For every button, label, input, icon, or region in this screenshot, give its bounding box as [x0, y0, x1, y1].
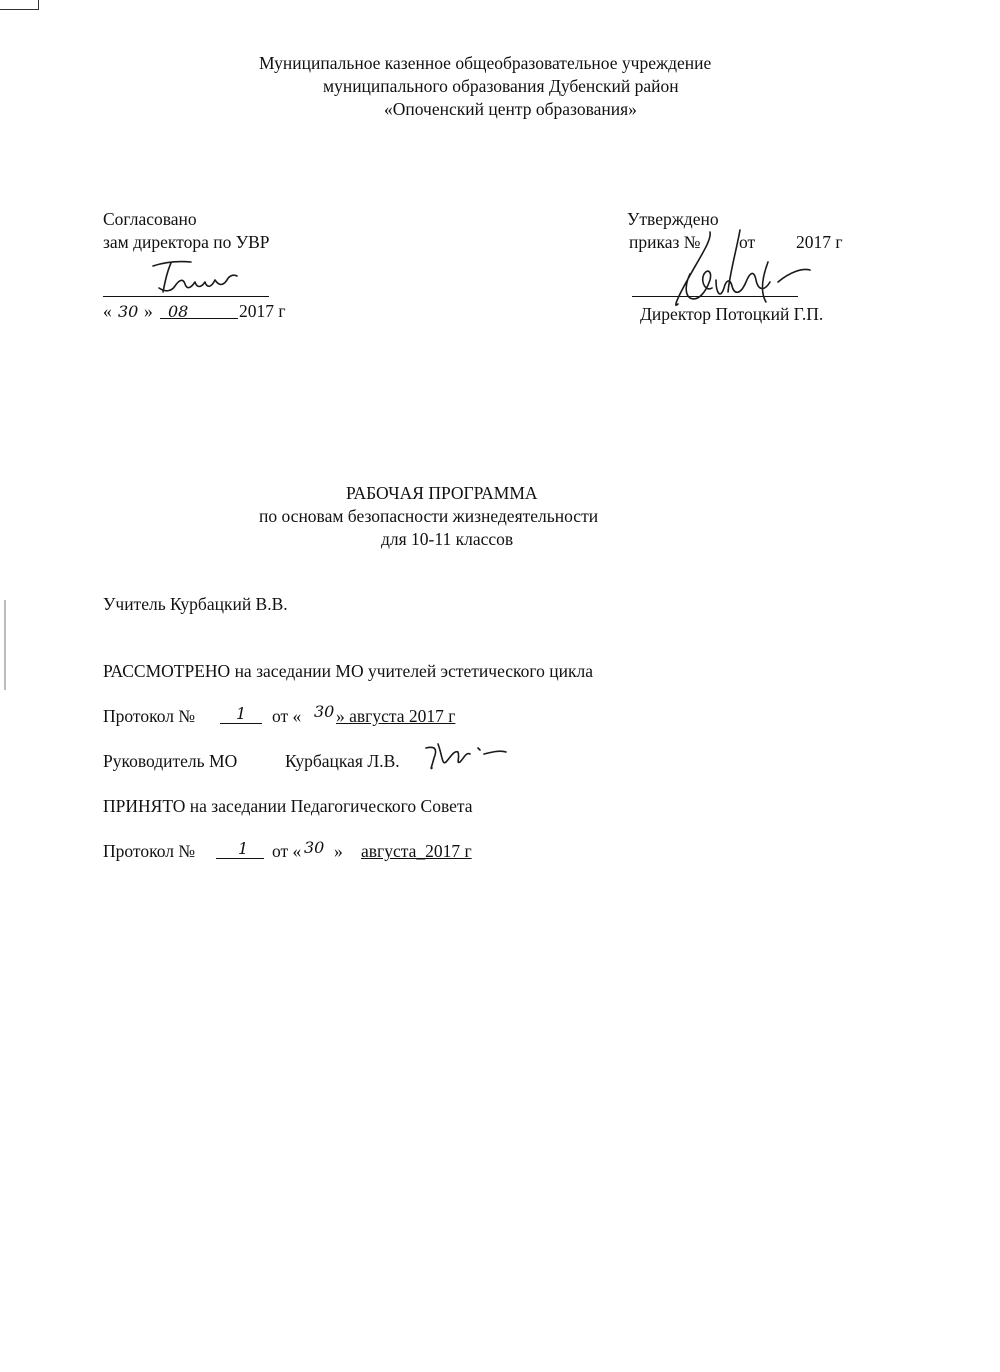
scan-margin-mark — [4, 600, 6, 690]
approved-director: Директор Потоцкий Г.П. — [640, 304, 824, 324]
accepted-date-tail: августа_2017 г — [361, 841, 472, 861]
considered-protocol-label: Протокол № — [103, 706, 196, 726]
scan-corner-mark — [0, 0, 39, 10]
agreed-day: 30 — [118, 302, 139, 321]
considered-protocol-line — [220, 723, 262, 724]
header-line-3: «Опоченский центр образования» — [384, 99, 637, 119]
program-grades: для 10-11 классов — [381, 529, 514, 549]
header-line-2: муниципального образования Дубенский район — [323, 76, 679, 96]
agreed-position: зам директора по УВР — [103, 232, 270, 252]
approved-order-label: приказ № — [629, 232, 701, 252]
agreed-signature — [145, 258, 255, 298]
agreed-date-mid: » — [144, 301, 153, 321]
considered-text: РАССМОТРЕНО на заседании МО учителей эстетического цикла — [103, 661, 593, 681]
considered-day: 30 — [314, 702, 335, 721]
agreed-title: Согласовано — [103, 209, 197, 229]
considered-date-tail: » августа 2017 г — [336, 706, 456, 726]
accepted-protocol-line — [216, 858, 264, 859]
considered-head-name: Курбацкая Л.В. — [285, 751, 400, 771]
considered-protocol-number: 1 — [236, 704, 247, 723]
accepted-date-close: » — [334, 841, 343, 861]
agreed-date-open: « — [103, 301, 112, 321]
considered-head-label: Руководитель МО — [103, 751, 238, 771]
approved-year: 2017 г — [796, 232, 843, 252]
header-line-1: Муниципальное казенное общеобразовательное учреждение — [259, 53, 712, 73]
accepted-from-label: от « — [272, 841, 302, 861]
agreed-year: 2017 г — [239, 301, 286, 321]
accepted-day: 30 — [304, 838, 325, 857]
accepted-protocol-label: Протокол № — [103, 841, 196, 861]
approved-from-label: от — [739, 232, 756, 252]
teacher: Учитель Курбацкий В.В. — [103, 594, 288, 614]
approved-title: Утверждено — [627, 209, 719, 229]
program-subject: по основам безопасности жизнедеятельности — [259, 506, 599, 526]
agreed-month: 08 — [168, 302, 189, 321]
accepted-protocol-number: 1 — [238, 839, 249, 858]
program-title: РАБОЧАЯ ПРОГРАММА — [346, 483, 538, 503]
accepted-text: ПРИНЯТО на заседании Педагогического Совета — [103, 796, 473, 816]
approved-signature — [650, 222, 820, 312]
considered-head-signature — [420, 738, 510, 774]
considered-from-label: от « — [272, 706, 302, 726]
